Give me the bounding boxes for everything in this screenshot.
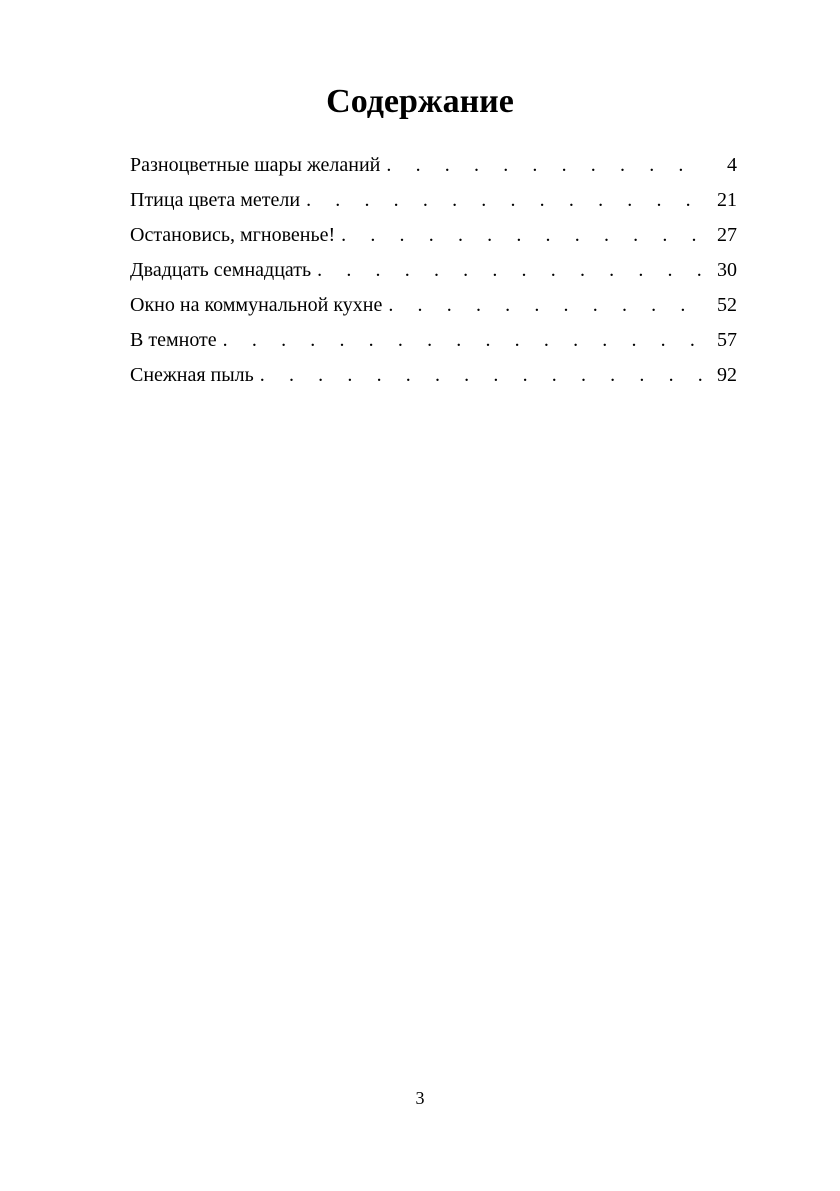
toc-dot-leader (341, 218, 703, 253)
toc-entry (130, 148, 737, 183)
toc-entry-page: 30 (717, 259, 737, 281)
toc-dot-leader (306, 183, 703, 218)
toc-entry-title: Окно на коммунальной кухне (130, 294, 383, 316)
page-number: 3 (415, 1088, 425, 1108)
toc-entry-page: 27 (717, 224, 737, 246)
toc-dot-leader (223, 323, 703, 358)
toc-entry-page: 4 (727, 154, 737, 176)
toc-entry (130, 288, 737, 323)
toc-entry-title: В темноте (130, 329, 217, 351)
toc-entry (130, 253, 737, 288)
toc-entry-title: Двадцать семнадцать (130, 259, 312, 281)
toc-entry-page: 52 (717, 294, 737, 316)
toc-dot-leader (260, 358, 703, 393)
toc-entry-page: 57 (717, 329, 737, 351)
toc-entry (130, 183, 737, 218)
toc-entry (130, 358, 737, 393)
toc-entry-title: Птица цвета метели (130, 189, 301, 211)
table-of-contents (130, 148, 737, 393)
toc-dot-leader (386, 148, 703, 183)
toc-entry-title: Разноцветные шары желаний (130, 154, 381, 176)
toc-entry-title: Снежная пыль (130, 364, 254, 386)
toc-entry-title: Остановись, мгновенье! (130, 224, 336, 246)
toc-entry (130, 323, 737, 358)
toc-dot-leader (388, 288, 703, 323)
toc-entry-page: 92 (717, 364, 737, 386)
toc-entry-page: 21 (717, 189, 737, 211)
toc-dot-leader (317, 253, 703, 288)
toc-entry (130, 218, 737, 253)
page-title: Содержание (326, 83, 514, 120)
